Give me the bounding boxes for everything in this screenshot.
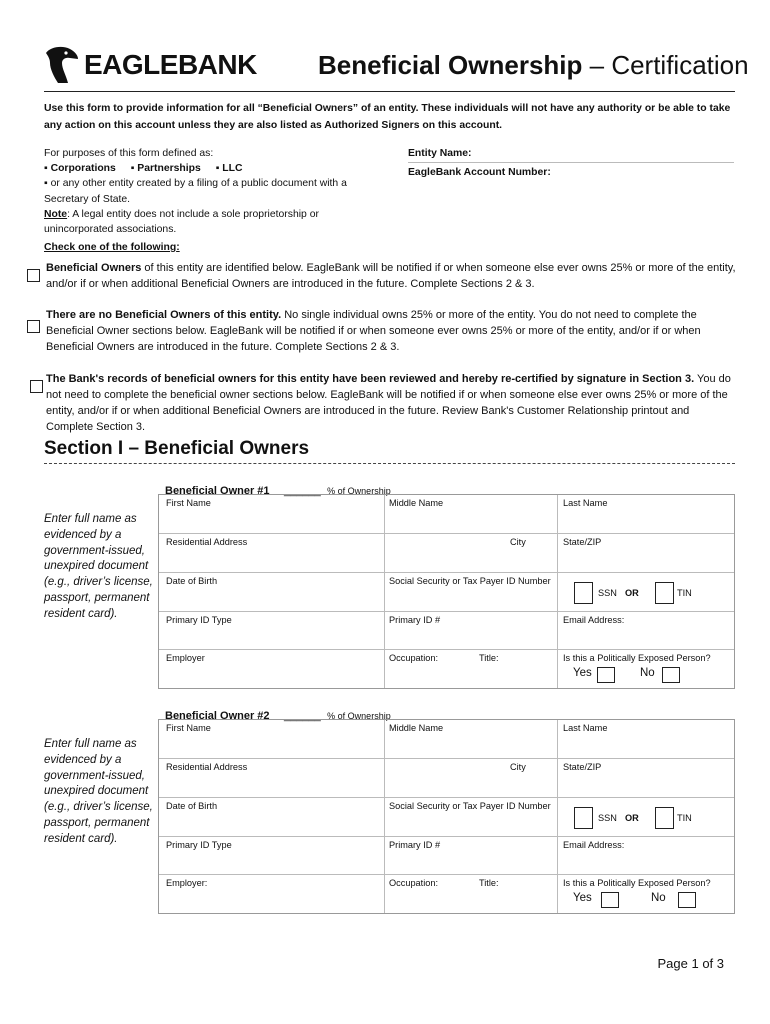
check-one-text: Check one of the following: [44, 242, 177, 253]
grid-divider: [557, 495, 558, 688]
owner-2-pep-yes-checkbox[interactable]: [601, 892, 619, 908]
grid-row-line: [159, 649, 734, 650]
type-partnerships: ▪ Partnerships: [130, 163, 201, 175]
owner-1-title-field[interactable]: Title:: [479, 653, 499, 663]
entity-info: [408, 146, 734, 180]
grid-row-line: [159, 797, 734, 798]
owner-2-ownership-label: % of Ownership: [327, 711, 391, 721]
account-number-field[interactable]: [408, 165, 734, 180]
owner-1-middle-name[interactable]: Middle Name: [389, 498, 444, 508]
type-llc: ▪ LLC: [215, 163, 243, 175]
owner-1-ownership-label: % of Ownership: [327, 486, 391, 496]
owner-1-id-type[interactable]: Primary ID Type: [166, 615, 232, 625]
entity-name-field[interactable]: [408, 146, 734, 163]
grid-divider: [557, 720, 558, 913]
owner-1-tin-checkbox[interactable]: [655, 582, 674, 604]
owner-2-employer[interactable]: Employer:: [166, 878, 208, 888]
option-no-owners: [46, 307, 736, 355]
check-one-heading: [44, 242, 180, 253]
owner-1-address[interactable]: Residential Address: [166, 537, 248, 547]
owner-1-pep-no-label: No: [640, 667, 655, 679]
owner-2-occupation[interactable]: Occupation:: [389, 878, 439, 888]
owner-1-pep-no-checkbox[interactable]: [662, 667, 680, 683]
owner-2-tin-checkbox[interactable]: [655, 807, 674, 829]
owner-1-pep-yes-checkbox[interactable]: [597, 667, 615, 683]
owner-1-ownership-blank[interactable]: ______: [284, 485, 321, 497]
grid-row-line: [159, 874, 734, 875]
owner-2-email[interactable]: Email Address:: [563, 840, 625, 850]
check-one-colon: :: [176, 242, 180, 253]
account-number-label: EagleBank Account Number:: [408, 167, 551, 179]
owner-1-state-zip[interactable]: State/ZIP: [563, 537, 602, 547]
owner-2-address[interactable]: Residential Address: [166, 762, 248, 772]
owner-1-occupation[interactable]: Occupation:: [389, 653, 439, 663]
type-corporations: ▪ Corporations: [44, 163, 116, 175]
owner-1-email[interactable]: Email Address:: [563, 615, 625, 625]
owner-2-ownership-blank[interactable]: ______: [284, 710, 321, 722]
definition-note: [44, 207, 374, 237]
owner-2-dob[interactable]: Date of Birth: [166, 801, 218, 811]
note-label: Note: [44, 208, 68, 220]
option-beneficial-owners: [46, 260, 736, 292]
owner-2-tin-label: TIN: [677, 813, 692, 823]
owner-2-last-name[interactable]: Last Name: [563, 723, 608, 733]
title-bold: Beneficial Ownership: [318, 50, 583, 80]
grid-row-line: [159, 572, 734, 573]
option-recertified-checkbox[interactable]: [30, 380, 43, 393]
owner-2-middle-name[interactable]: Middle Name: [389, 723, 444, 733]
owner-1-grid: [158, 494, 735, 689]
owner-2-pep-no-label: No: [651, 892, 666, 904]
owner-2-first-name[interactable]: First Name: [166, 723, 211, 733]
owner-1-ssn-label: SSN: [598, 588, 617, 598]
owner-2-title: Beneficial Owner #2: [165, 710, 270, 722]
entity-definition: [44, 146, 374, 237]
option-2-text: No single individual owns 25% or more of the entity. You do not need to complete the Beneficial Owner sections below. EagleBank will be notified if or when someone ever owns 25% or more of the entity, and/or if or when Beneficial Owners are introduced in the future. Complete Sections 2 & 3.: [46, 309, 701, 353]
owner-1-tin-label: TIN: [677, 588, 692, 598]
grid-divider: [384, 720, 385, 913]
owner-2-id-number[interactable]: Primary ID #: [389, 840, 441, 850]
entity-types: [44, 161, 374, 176]
owner-2-pep-no-checkbox[interactable]: [678, 892, 696, 908]
owner-1-last-name[interactable]: Last Name: [563, 498, 608, 508]
definition-heading: For purposes of this form defined as:: [44, 148, 214, 159]
owner-1-pep-yes-label: Yes: [573, 667, 592, 679]
page-title: [318, 50, 749, 81]
option-no-owners-checkbox[interactable]: [27, 320, 40, 333]
owner-2-grid: [158, 719, 735, 914]
grid-row-line: [159, 758, 734, 759]
note-text: : A legal entity does not include a sole proprietorship or unincorporated associations.: [44, 208, 319, 236]
owner-1-city[interactable]: City: [510, 537, 526, 547]
owner-2-ssn-checkbox[interactable]: [574, 807, 593, 829]
type-other: ▪ or any other entity created by a filing of a public document with a Secretary of State.: [44, 178, 347, 205]
option-3-text: You do not need to complete the beneficial owner sections below. EagleBank will be notified if or when someone else ever owns 25% or more of the entity, and/or if or when additional Beneficial Owners are introduced in the future. Review Bank's Customer Relationship printout and Complete Section 3.: [46, 373, 731, 433]
owner-1-ssn-tin[interactable]: Social Security or Tax Payer ID Number: [389, 576, 551, 586]
owner-2-state-zip[interactable]: State/ZIP: [563, 762, 602, 772]
option-beneficial-owners-checkbox[interactable]: [27, 269, 40, 282]
section-1-title: Section I – Beneficial Owners: [44, 438, 310, 459]
section-1-rule: [44, 463, 735, 464]
option-1-bold: Beneficial Owners: [46, 262, 142, 274]
header-rule: [44, 91, 735, 92]
owner-2-or-label: OR: [625, 813, 639, 823]
owner-1-first-name[interactable]: First Name: [166, 498, 211, 508]
eaglebank-logo: [44, 45, 276, 87]
owner-2-ssn-label: SSN: [598, 813, 617, 823]
owner-1-name-instructions: Enter full name as evidenced by a government-issued, unexpired document (e.g., driver’s license, passport, permanent resident card).: [44, 513, 153, 620]
intro-text: Use this form to provide information for all “Beneficial Owners” of an entity. These individuals will not have any authority or be able to take any action on this account unless they are also listed as Authorized Signers on this account.: [44, 103, 731, 131]
owner-2-pep-yes-label: Yes: [573, 892, 592, 904]
owner-2-ssn-tin[interactable]: Social Security or Tax Payer ID Number: [389, 801, 551, 811]
entity-name-label: Entity Name:: [408, 148, 472, 159]
option-3-bold: The Bank's records of beneficial owners for this entity have been reviewed and hereby re-certified by signature in Section 3.: [46, 373, 695, 385]
owner-1-or-label: OR: [625, 588, 639, 598]
eagle-head-icon: [44, 45, 80, 85]
grid-row-line: [159, 533, 734, 534]
title-rest: – Certification: [582, 50, 749, 80]
grid-row-line: [159, 611, 734, 612]
owner-1-title: Beneficial Owner #1: [165, 485, 270, 497]
page-number: Page 1 of 3: [657, 956, 724, 971]
owner-2-pep-question: Is this a Politically Exposed Person?: [563, 878, 711, 888]
option-1-text: of this entity are identified below. EagleBank will be notified if or when someone else ever owns 25% or more of the entity, and/or if or when additional Beneficial Owners are introduced in the future. Complete Sections 2 & 3.: [46, 262, 736, 290]
grid-row-line: [159, 836, 734, 837]
owner-1-id-number[interactable]: Primary ID #: [389, 615, 441, 625]
option-recertified: [46, 371, 736, 435]
owner-2-city[interactable]: City: [510, 762, 526, 772]
grid-divider: [384, 495, 385, 688]
owner-1-ssn-checkbox[interactable]: [574, 582, 593, 604]
owner-1-dob[interactable]: Date of Birth: [166, 576, 218, 586]
owner-2-title-field[interactable]: Title:: [479, 878, 499, 888]
owner-2-id-type[interactable]: Primary ID Type: [166, 840, 232, 850]
owner-1-employer[interactable]: Employer: [166, 653, 205, 663]
owner-1-pep-question: Is this a Politically Exposed Person?: [563, 653, 711, 663]
owner-2-name-instructions: Enter full name as evidenced by a government-issued, unexpired document (e.g., driver’s license, passport, permanent resident card).: [44, 738, 153, 845]
brand-name: EAGLEBANK: [84, 49, 257, 80]
option-2-bold: There are no Beneficial Owners of this entity.: [46, 309, 282, 321]
